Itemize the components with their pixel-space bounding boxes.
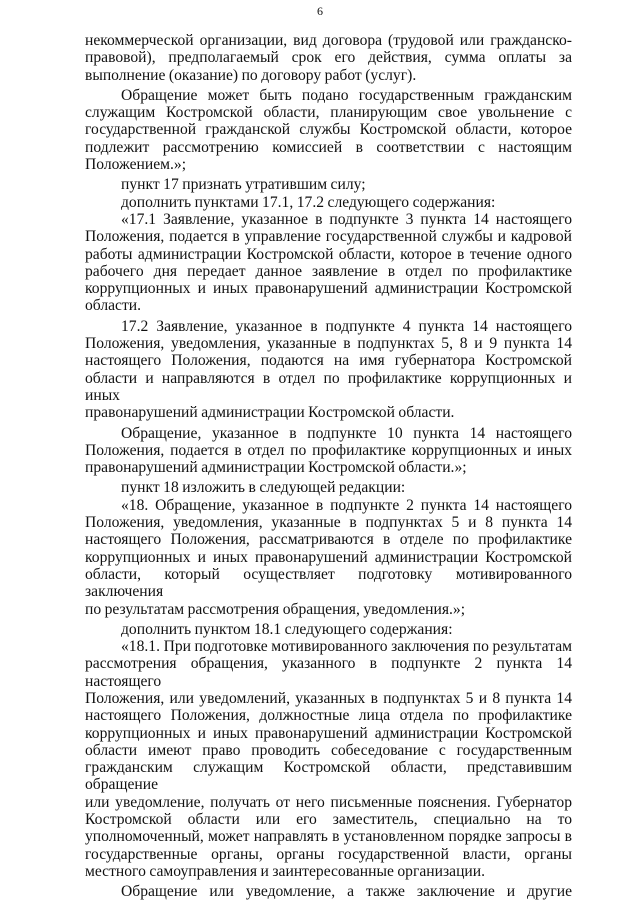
text-line: работы администрации Костромской области, которое в течение одного — [85, 245, 572, 263]
text-line: Костромской области или его заместитель, специально на то — [85, 811, 572, 829]
text-line: «18.1. При подготовке мотивированного заключения по результатам — [121, 638, 572, 656]
text-line: коррупционных и иных правонарушений администрации Костромской — [85, 280, 572, 298]
text-line: коррупционных и иных правонарушений администрации Костромской — [85, 724, 572, 742]
text-line: местного самоуправления и заинтересованные организации. — [85, 862, 485, 880]
text-line: правонарушений администрации Костромской области. — [85, 404, 455, 422]
paragraph — [85, 497, 572, 618]
paragraph — [85, 318, 572, 422]
paragraph — [85, 32, 572, 84]
text-line: Положения, уведомления, указанные в подпунктах 5, 8 и 9 пункта 14 — [85, 335, 572, 353]
text-line: правонарушений администрации Костромской области.»; — [85, 459, 467, 477]
text-line: уполномоченный, может направлять в установленном порядке запросы в — [85, 828, 572, 846]
text-line: Положения, или уведомлений, указанных в подпунктах 5 и 8 пункта 14 — [85, 689, 572, 707]
text-line: служащим Костромской области, планирующим свое увольнение с — [85, 104, 572, 122]
text-line: «17.1 Заявление, указанное в подпункте 3 пункта 14 настоящего — [121, 210, 572, 228]
text-line: области и направляются в отдел по профилактике коррупционных и иных — [85, 369, 572, 404]
text-line: или уведомление, получать от него письменные пояснения. Губернатор — [85, 793, 572, 811]
text-line: Положения, уведомления, указанные в подпунктах 5 и 8 пункта 14 — [85, 514, 572, 532]
text-line: Обращение может быть подано государственным гражданским — [121, 86, 572, 104]
text-line: государственные органы, органы государственной власти, органы — [85, 845, 572, 863]
text-line: настоящего Положения, должностные лица отдела по профилактике — [85, 707, 572, 725]
text-line: области, который осуществляет подготовку мотивированного заключения — [85, 565, 572, 601]
text-line: по результатам рассмотрения обращения, уведомления.»; — [85, 600, 466, 618]
text-line: коррупционных и иных правонарушений администрации Костромской — [85, 548, 572, 566]
text-line: Обращение или уведомление, а также заключение и другие — [121, 883, 572, 901]
paragraph — [85, 87, 572, 173]
paragraph — [85, 194, 572, 211]
text-line: пункт 18 изложить в следующей редакции: — [121, 479, 406, 497]
text-line: государственной гражданской службы Костромской области, которое — [85, 121, 572, 139]
text-line: подлежит рассмотрению комиссией в соответствии с настоящим — [85, 138, 572, 156]
text-line: дополнить пунктом 18.1 следующего содержания: — [121, 620, 453, 638]
text-line: Обращение, указанное в подпункте 10 пункта 14 настоящего — [121, 424, 572, 442]
text-line: настоящего Положения, рассматриваются в отделе по профилактике — [85, 531, 572, 549]
text-line: области. — [85, 297, 142, 315]
page-number: 6 — [317, 4, 323, 18]
text-line: рабочего дня передает данное заявление в отдел по профилактике — [85, 262, 572, 280]
text-line: правовой), предполагаемый срок его действия, сумма оплаты за — [85, 49, 572, 67]
document-body — [85, 32, 572, 901]
paragraph — [85, 425, 572, 477]
paragraph — [85, 479, 572, 496]
text-line: 17.2 Заявление, указанное в подпункте 4 пункта 14 настоящего — [121, 317, 572, 335]
text-line: дополнить пунктами 17.1, 17.2 следующего содержания: — [121, 193, 496, 211]
text-line: «18. Обращение, указанное в подпункте 2 пункта 14 настоящего — [121, 496, 572, 514]
paragraph — [85, 883, 572, 900]
text-line: настоящего Положения, подаются на имя губернатора Костромской — [85, 352, 572, 370]
text-line: пункт 17 признать утратившим силу; — [121, 176, 366, 194]
text-line: гражданским служащим Костромской области, представившим обращение — [85, 759, 572, 794]
paragraph — [85, 638, 572, 880]
text-line: Положения, подается в отдел по профилактике коррупционных и иных — [85, 441, 572, 459]
text-line: области имеют право проводить собеседование с государственным — [85, 741, 572, 759]
text-line: Положением.»; — [85, 156, 187, 174]
paragraph — [85, 176, 572, 193]
text-line: выполнение (оказание) по договору работ (услуг). — [85, 66, 417, 84]
paragraph — [85, 211, 572, 315]
text-line: Положения, подается в управление государственной службы и кадровой — [85, 228, 572, 246]
text-line: некоммерческой организации, вид договора (трудовой или гражданско- — [85, 32, 572, 49]
paragraph — [85, 621, 572, 638]
text-line: рассмотрения обращения, указанного в подпункте 2 пункта 14 настоящего — [85, 655, 572, 690]
